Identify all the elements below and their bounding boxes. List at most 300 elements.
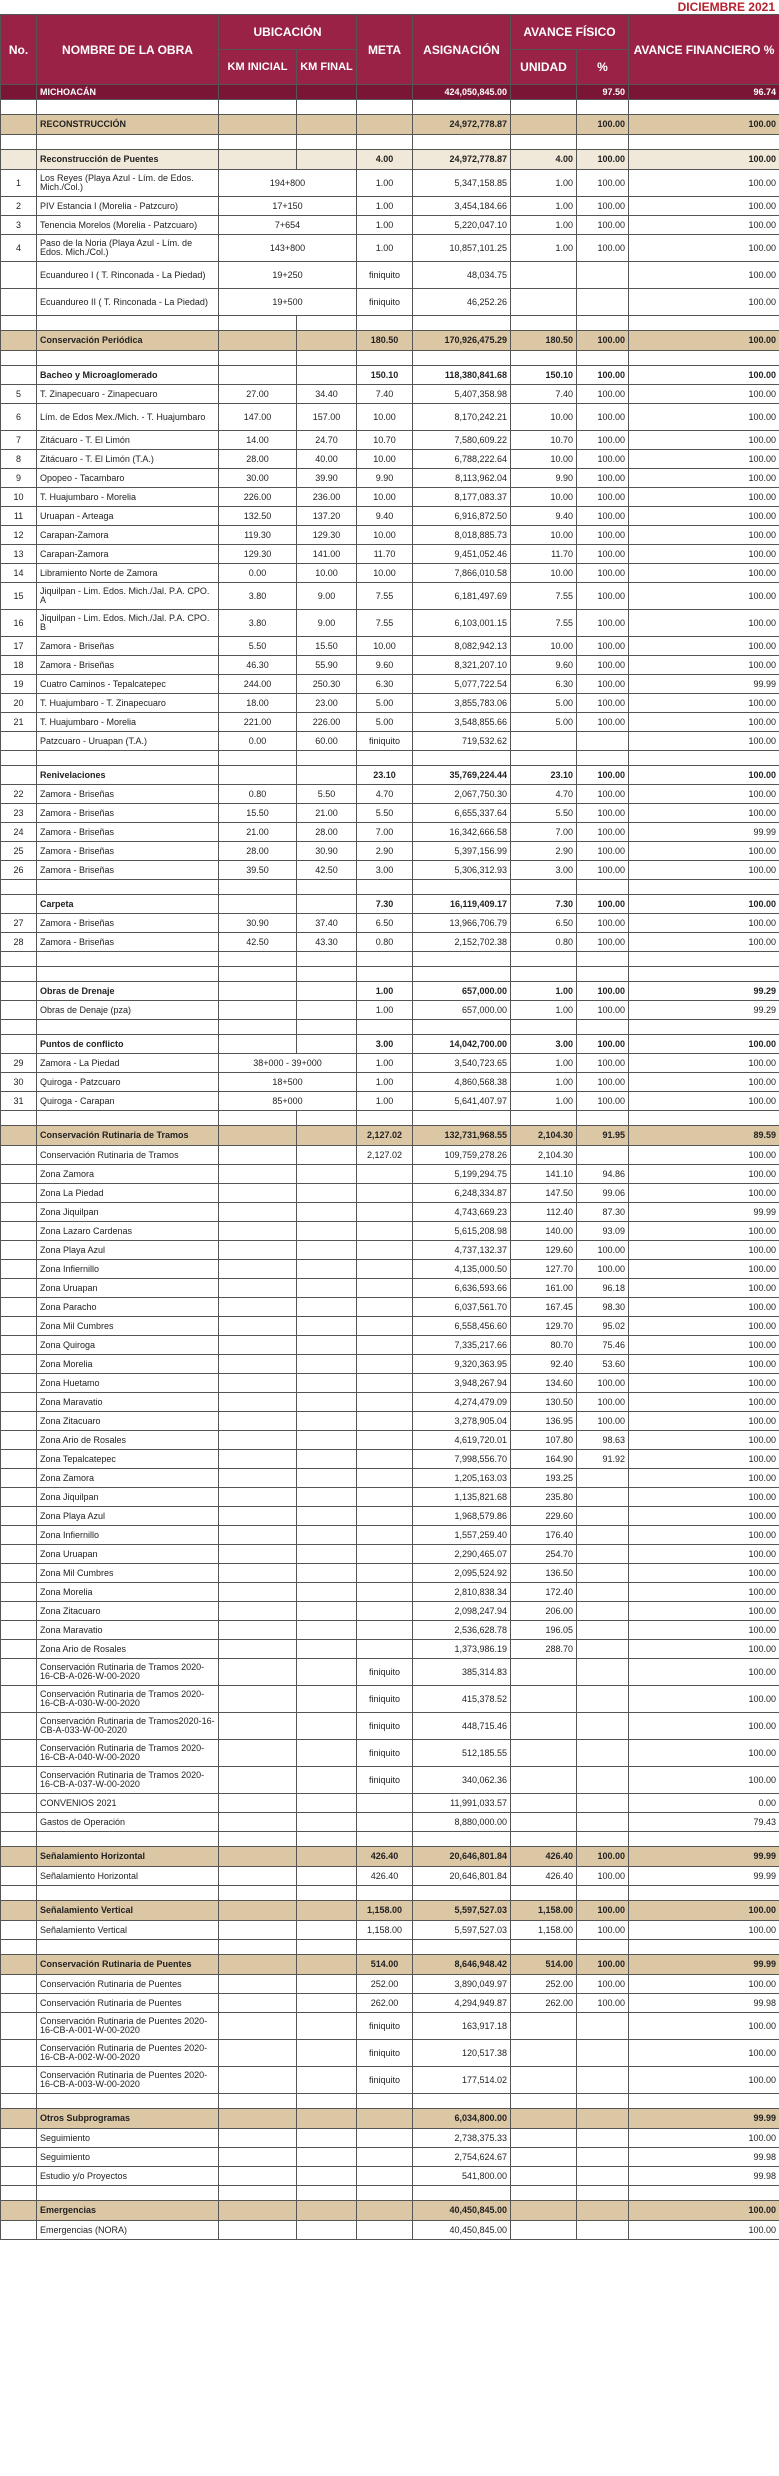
empty-cell [1,100,37,115]
cell-pct [577,2040,629,2067]
cell-km-start [219,2040,297,2067]
cell-unit: 3.00 [511,861,577,880]
cell-km-start [219,2013,297,2040]
cell-no: 15 [1,583,37,610]
cell-no [1,895,37,914]
empty-cell [511,135,577,150]
cell-goal: 7.30 [357,895,413,914]
cell-unit: 5.50 [511,804,577,823]
spacer-row [1,351,779,366]
cell-km-start [219,1813,297,1832]
empty-cell [1,351,37,366]
empty-cell [511,2186,577,2201]
cell-unit: 11.70 [511,545,577,564]
cell-no: 24 [1,823,37,842]
cell-allocation: 2,067,750.30 [413,785,511,804]
cell-unit [511,2148,577,2167]
cell-unit: 10.70 [511,431,577,450]
cell-no [1,1713,37,1740]
cell-goal [357,1374,413,1393]
cell-name: Carpeta [37,895,219,914]
cell-goal: finiquito [357,1659,413,1686]
cell-no [1,1686,37,1713]
cell-km-start: 3.80 [219,583,297,610]
cell-goal: finiquito [357,289,413,316]
cell-pct [577,1507,629,1526]
header-unit: UNIDAD [511,50,577,85]
spacer-row [1,880,779,895]
table-row [1,694,779,713]
cell-pct: 100.00 [577,637,629,656]
cell-no: 28 [1,933,37,952]
empty-cell [629,967,779,982]
cell-name: Carapan-Zamora [37,526,219,545]
table-row [1,1412,779,1431]
spacer-row [1,952,779,967]
cell-financial: 100.00 [629,385,779,404]
cell-financial: 100.00 [629,2013,779,2040]
cell-name: T. Zinapecuaro - Zinapecuaro [37,385,219,404]
cell-pct: 100.00 [577,526,629,545]
cell-unit: 10.00 [511,404,577,431]
cell-unit: 10.00 [511,450,577,469]
cell-allocation: 8,082,942.13 [413,637,511,656]
cell-km-end [297,2201,357,2221]
cell-allocation: 16,119,409.17 [413,895,511,914]
cell-goal: 7.00 [357,823,413,842]
program-row [1,1955,779,1975]
empty-cell [629,1111,779,1126]
table-row [1,1092,779,1111]
cell-allocation: 20,646,801.84 [413,1847,511,1867]
cell-unit: 7.40 [511,385,577,404]
cell-name: Zona Morelia [37,1355,219,1374]
cell-km-start [219,150,297,170]
cell-allocation: 46,252.26 [413,289,511,316]
cell-pct: 100.00 [577,488,629,507]
spacer-row [1,135,779,150]
empty-cell [219,880,297,895]
cell-no [1,1450,37,1469]
cell-goal: 9.40 [357,507,413,526]
cell-allocation: 5,220,047.10 [413,216,511,235]
cell-financial: 100.00 [629,1146,779,1165]
table-row [1,1001,779,1020]
cell-pct: 100.00 [577,1867,629,1886]
cell-unit: 80.70 [511,1336,577,1355]
cell-km-end [297,1222,357,1241]
cell-km-start [219,1901,297,1921]
cell-name: Otros Subprogramas [37,2109,219,2129]
spacer-row [1,100,779,115]
empty-cell [629,135,779,150]
cell-name: Paso de la Noria (Playa Azul - Lím. de Edos. Mich./Col.) [37,235,219,262]
cell-financial: 100.00 [629,216,779,235]
cell-allocation: 5,597,527.03 [413,1901,511,1921]
header-physical-progress: AVANCE FÍSICO [511,15,629,50]
cell-allocation: 3,948,267.94 [413,1374,511,1393]
cell-financial: 100.00 [629,1488,779,1507]
empty-cell [37,880,219,895]
cell-name: Conservación Rutinaria de Tramos2020-16-CB-A-033-W-00-2020 [37,1713,219,1740]
empty-cell [219,1020,297,1035]
cell-no [1,1241,37,1260]
cell-unit: 1.00 [511,216,577,235]
cell-name: RECONSTRUCCIÓN [37,115,219,135]
cell-goal [357,1279,413,1298]
cell-unit: 4.70 [511,785,577,804]
empty-cell [413,1111,511,1126]
cell-km-start [219,1507,297,1526]
cell-allocation: 6,181,497.69 [413,583,511,610]
cell-km-start [219,1001,297,1020]
cell-allocation: 10,857,101.25 [413,235,511,262]
cell-unit: 176.40 [511,1526,577,1545]
empty-cell [297,1111,357,1126]
table-row [1,564,779,583]
cell-allocation: 5,077,722.54 [413,675,511,694]
cell-pct: 100.00 [577,1994,629,2013]
cell-name: Conservación Rutinaria de Tramos 2020-16-CB-A-037-W-00-2020 [37,1767,219,1794]
cell-km-end [297,1450,357,1469]
cell-unit [511,1794,577,1813]
cell-pct: 98.30 [577,1298,629,1317]
cell-km-end [297,1740,357,1767]
cell-financial: 100.00 [629,1526,779,1545]
spacer-row [1,1940,779,1955]
program-row [1,115,779,135]
cell-allocation: 1,557,259.40 [413,1526,511,1545]
empty-cell [511,100,577,115]
cell-name: Zona Zitacuaro [37,1412,219,1431]
cell-financial: 100.00 [629,1054,779,1073]
cell-unit: 140.00 [511,1222,577,1241]
cell-goal [357,1203,413,1222]
cell-unit: 150.10 [511,366,577,385]
cell-goal: 9.60 [357,656,413,675]
cell-financial: 100.00 [629,1975,779,1994]
table-row [1,1054,779,1073]
cell-unit: 288.70 [511,1640,577,1659]
cell-allocation: 8,880,000.00 [413,1813,511,1832]
cell-no [1,1336,37,1355]
cell-goal [357,115,413,135]
cell-financial: 96.74 [629,85,779,100]
cell-goal: 4.00 [357,150,413,170]
cell-unit [511,262,577,289]
cell-pct [577,1740,629,1767]
group-row [1,895,779,914]
cell-financial: 100.00 [629,331,779,351]
cell-goal: finiquito [357,1767,413,1794]
cell-allocation: 5,615,208.98 [413,1222,511,1241]
table-row [1,469,779,488]
cell-no: 30 [1,1073,37,1092]
cell-pct: 53.60 [577,1355,629,1374]
cell-unit [511,2221,577,2240]
empty-cell [413,1886,511,1901]
cell-km-end [297,1659,357,1686]
cell-financial: 99.98 [629,1994,779,2013]
empty-cell [297,967,357,982]
cell-financial: 100.00 [629,262,779,289]
cell-name: Zamora - Briseñas [37,861,219,880]
cell-unit: 1.00 [511,170,577,197]
spacer-row [1,1832,779,1847]
cell-pct: 100.00 [577,431,629,450]
table-row [1,385,779,404]
cell-km-start: 19+250 [219,262,357,289]
cell-km-end: 40.00 [297,450,357,469]
cell-unit: 107.80 [511,1431,577,1450]
cell-no [1,1526,37,1545]
cell-no: 20 [1,694,37,713]
cell-no [1,2067,37,2094]
cell-unit: 3.00 [511,1035,577,1054]
cell-name: Zona Huetamo [37,1374,219,1393]
cell-financial: 100.00 [629,804,779,823]
cell-unit [511,2167,577,2186]
cell-allocation: 6,103,001.15 [413,610,511,637]
cell-name: Zamora - La Piedad [37,1054,219,1073]
cell-allocation: 657,000.00 [413,982,511,1001]
cell-km-end [297,1921,357,1940]
cell-goal [357,1813,413,1832]
cell-pct: 100.00 [577,785,629,804]
cell-km-end [297,1469,357,1488]
cell-name: Conservación Rutinaria de Tramos 2020-16-CB-A-026-W-00-2020 [37,1659,219,1686]
cell-unit: 147.50 [511,1184,577,1203]
cell-pct: 100.00 [577,235,629,262]
cell-financial: 100.00 [629,1602,779,1621]
cell-pct: 100.00 [577,170,629,197]
cell-financial: 100.00 [629,2129,779,2148]
cell-goal: 7.55 [357,583,413,610]
table-row [1,1767,779,1794]
table-row [1,1203,779,1222]
cell-km-start [219,1184,297,1203]
cell-name: Zona Ario de Rosales [37,1431,219,1450]
cell-km-end [297,1260,357,1279]
table-row [1,804,779,823]
cell-pct: 100.00 [577,914,629,933]
cell-km-start: 28.00 [219,842,297,861]
cell-name: Zona Mil Cumbres [37,1564,219,1583]
cell-km-start [219,2109,297,2129]
cell-pct [577,2167,629,2186]
cell-allocation: 5,407,358.98 [413,385,511,404]
cell-financial: 100.00 [629,1583,779,1602]
cell-financial: 100.00 [629,1241,779,1260]
cell-no: 10 [1,488,37,507]
empty-cell [577,316,629,331]
empty-cell [629,351,779,366]
cell-pct [577,2067,629,2094]
cell-unit: 127.70 [511,1260,577,1279]
empty-cell [297,316,357,331]
cell-unit: 130.50 [511,1393,577,1412]
cell-km-start [219,1794,297,1813]
table-row [1,2167,779,2186]
cell-unit: 2,104.30 [511,1146,577,1165]
cell-pct [577,1767,629,1794]
empty-cell [577,2186,629,2201]
cell-pct [577,2013,629,2040]
table-row [1,2040,779,2067]
cell-pct: 95.02 [577,1317,629,1336]
cell-allocation: 8,018,885.73 [413,526,511,545]
cell-km-start [219,1621,297,1640]
cell-financial: 100.00 [629,694,779,713]
cell-allocation: 163,917.18 [413,2013,511,2040]
cell-pct [577,1813,629,1832]
cell-km-end: 24.70 [297,431,357,450]
cell-allocation: 132,731,968.55 [413,1126,511,1146]
cell-goal: 7.55 [357,610,413,637]
cell-allocation: 7,335,217.66 [413,1336,511,1355]
cell-name: Jiquilpan - Lim. Edos. Mich./Jal. P.A. CPO. A [37,583,219,610]
cell-financial: 100.00 [629,235,779,262]
cell-allocation: 8,646,948.42 [413,1955,511,1975]
cell-goal: 9.90 [357,469,413,488]
cell-pct: 91.92 [577,1450,629,1469]
cell-unit: 112.40 [511,1203,577,1222]
empty-cell [413,952,511,967]
cell-pct: 96.18 [577,1279,629,1298]
cell-km-start [219,1336,297,1355]
cell-goal: 0.80 [357,933,413,952]
cell-financial: 100.00 [629,1469,779,1488]
cell-financial: 100.00 [629,1073,779,1092]
cell-no [1,1126,37,1146]
cell-financial: 100.00 [629,431,779,450]
cell-name: Zitácuaro - T. El Limón [37,431,219,450]
cell-km-end [297,1813,357,1832]
cell-km-end [297,1621,357,1640]
table-row [1,1073,779,1092]
cell-name: Señalamiento Horizontal [37,1847,219,1867]
cell-unit: 129.70 [511,1317,577,1336]
empty-cell [577,351,629,366]
cell-unit: 1.00 [511,197,577,216]
empty-cell [629,2094,779,2109]
table-row [1,1740,779,1767]
cell-name: Lím. de Edos Mex./Mich. - T. Huajumbaro [37,404,219,431]
cell-financial: 99.99 [629,1203,779,1222]
cell-km-end: 141.00 [297,545,357,564]
cell-no [1,1621,37,1640]
cell-no [1,1469,37,1488]
cell-name: Los Reyes (Playa Azul - Lím. de Edos. Mich./Col.) [37,170,219,197]
table-row [1,1241,779,1260]
empty-cell [511,2094,577,2109]
cell-pct [577,1526,629,1545]
cell-unit: 1.00 [511,235,577,262]
cell-unit [511,2109,577,2129]
cell-allocation: 40,450,845.00 [413,2201,511,2221]
cell-unit: 10.00 [511,637,577,656]
cell-pct: 100.00 [577,713,629,732]
cell-unit: 1.00 [511,1001,577,1020]
cell-unit: 9.60 [511,656,577,675]
cell-unit: 6.30 [511,675,577,694]
cell-km-end [297,1279,357,1298]
cell-unit [511,1713,577,1740]
cell-allocation: 9,451,052.46 [413,545,511,564]
empty-cell [629,1886,779,1901]
cell-financial: 100.00 [629,1740,779,1767]
group-row [1,366,779,385]
header-location: UBICACIÓN [219,15,357,50]
cell-financial: 89.59 [629,1126,779,1146]
cell-goal: 11.70 [357,545,413,564]
cell-name: MICHOACÁN [37,85,219,100]
cell-goal [357,1355,413,1374]
empty-cell [357,351,413,366]
cell-name: Seguimiento [37,2148,219,2167]
cell-km-start: 18+500 [219,1073,357,1092]
cell-name: Zona Zamora [37,1469,219,1488]
header-km-end: KM FINAL [297,50,357,85]
empty-cell [219,2186,297,2201]
cell-pct: 93.09 [577,1222,629,1241]
cell-name: Señalamiento Vertical [37,1921,219,1940]
cell-goal: 1.00 [357,170,413,197]
cell-km-start: 14.00 [219,431,297,450]
cell-pct: 100.00 [577,1921,629,1940]
cell-km-start [219,1659,297,1686]
cell-name: Zona Playa Azul [37,1507,219,1526]
cell-unit: 92.40 [511,1355,577,1374]
cell-financial: 100.00 [629,115,779,135]
table-row [1,1621,779,1640]
cell-km-end [297,1975,357,1994]
cell-allocation: 3,278,905.04 [413,1412,511,1431]
cell-name: Conservación Periódica [37,331,219,351]
group-row [1,982,779,1001]
cell-unit: 193.25 [511,1469,577,1488]
table-row [1,1488,779,1507]
cell-name: Zona Tepalcatepec [37,1450,219,1469]
empty-cell [1,1020,37,1035]
cell-km-end [297,150,357,170]
cell-allocation: 5,641,407.97 [413,1092,511,1111]
cell-km-start: 7+654 [219,216,357,235]
cell-pct: 100.00 [577,1412,629,1431]
cell-name: Señalamiento Vertical [37,1901,219,1921]
program-row [1,1847,779,1867]
cell-km-end [297,1794,357,1813]
cell-name: Zona Infiernillo [37,1526,219,1545]
cell-goal: 23.10 [357,766,413,785]
cell-name: Zona Quiroga [37,1336,219,1355]
cell-name: Zamora - Briseñas [37,914,219,933]
cell-name: Conservación Rutinaria de Puentes 2020-16-CB-A-002-W-00-2020 [37,2040,219,2067]
cell-no [1,1602,37,1621]
cell-pct: 100.00 [577,694,629,713]
cell-km-start: 129.30 [219,545,297,564]
cell-goal: 2.90 [357,842,413,861]
cell-goal: finiquito [357,1740,413,1767]
cell-pct: 100.00 [577,895,629,914]
table-row [1,610,779,637]
cell-unit [511,2067,577,2094]
cell-name: PIV Estancia I (Morelia - Patzcuro) [37,197,219,216]
table-row [1,545,779,564]
cell-allocation: 2,290,465.07 [413,1545,511,1564]
cell-name: T. Huajumbaro - T. Zinapecuaro [37,694,219,713]
table-row [1,1564,779,1583]
